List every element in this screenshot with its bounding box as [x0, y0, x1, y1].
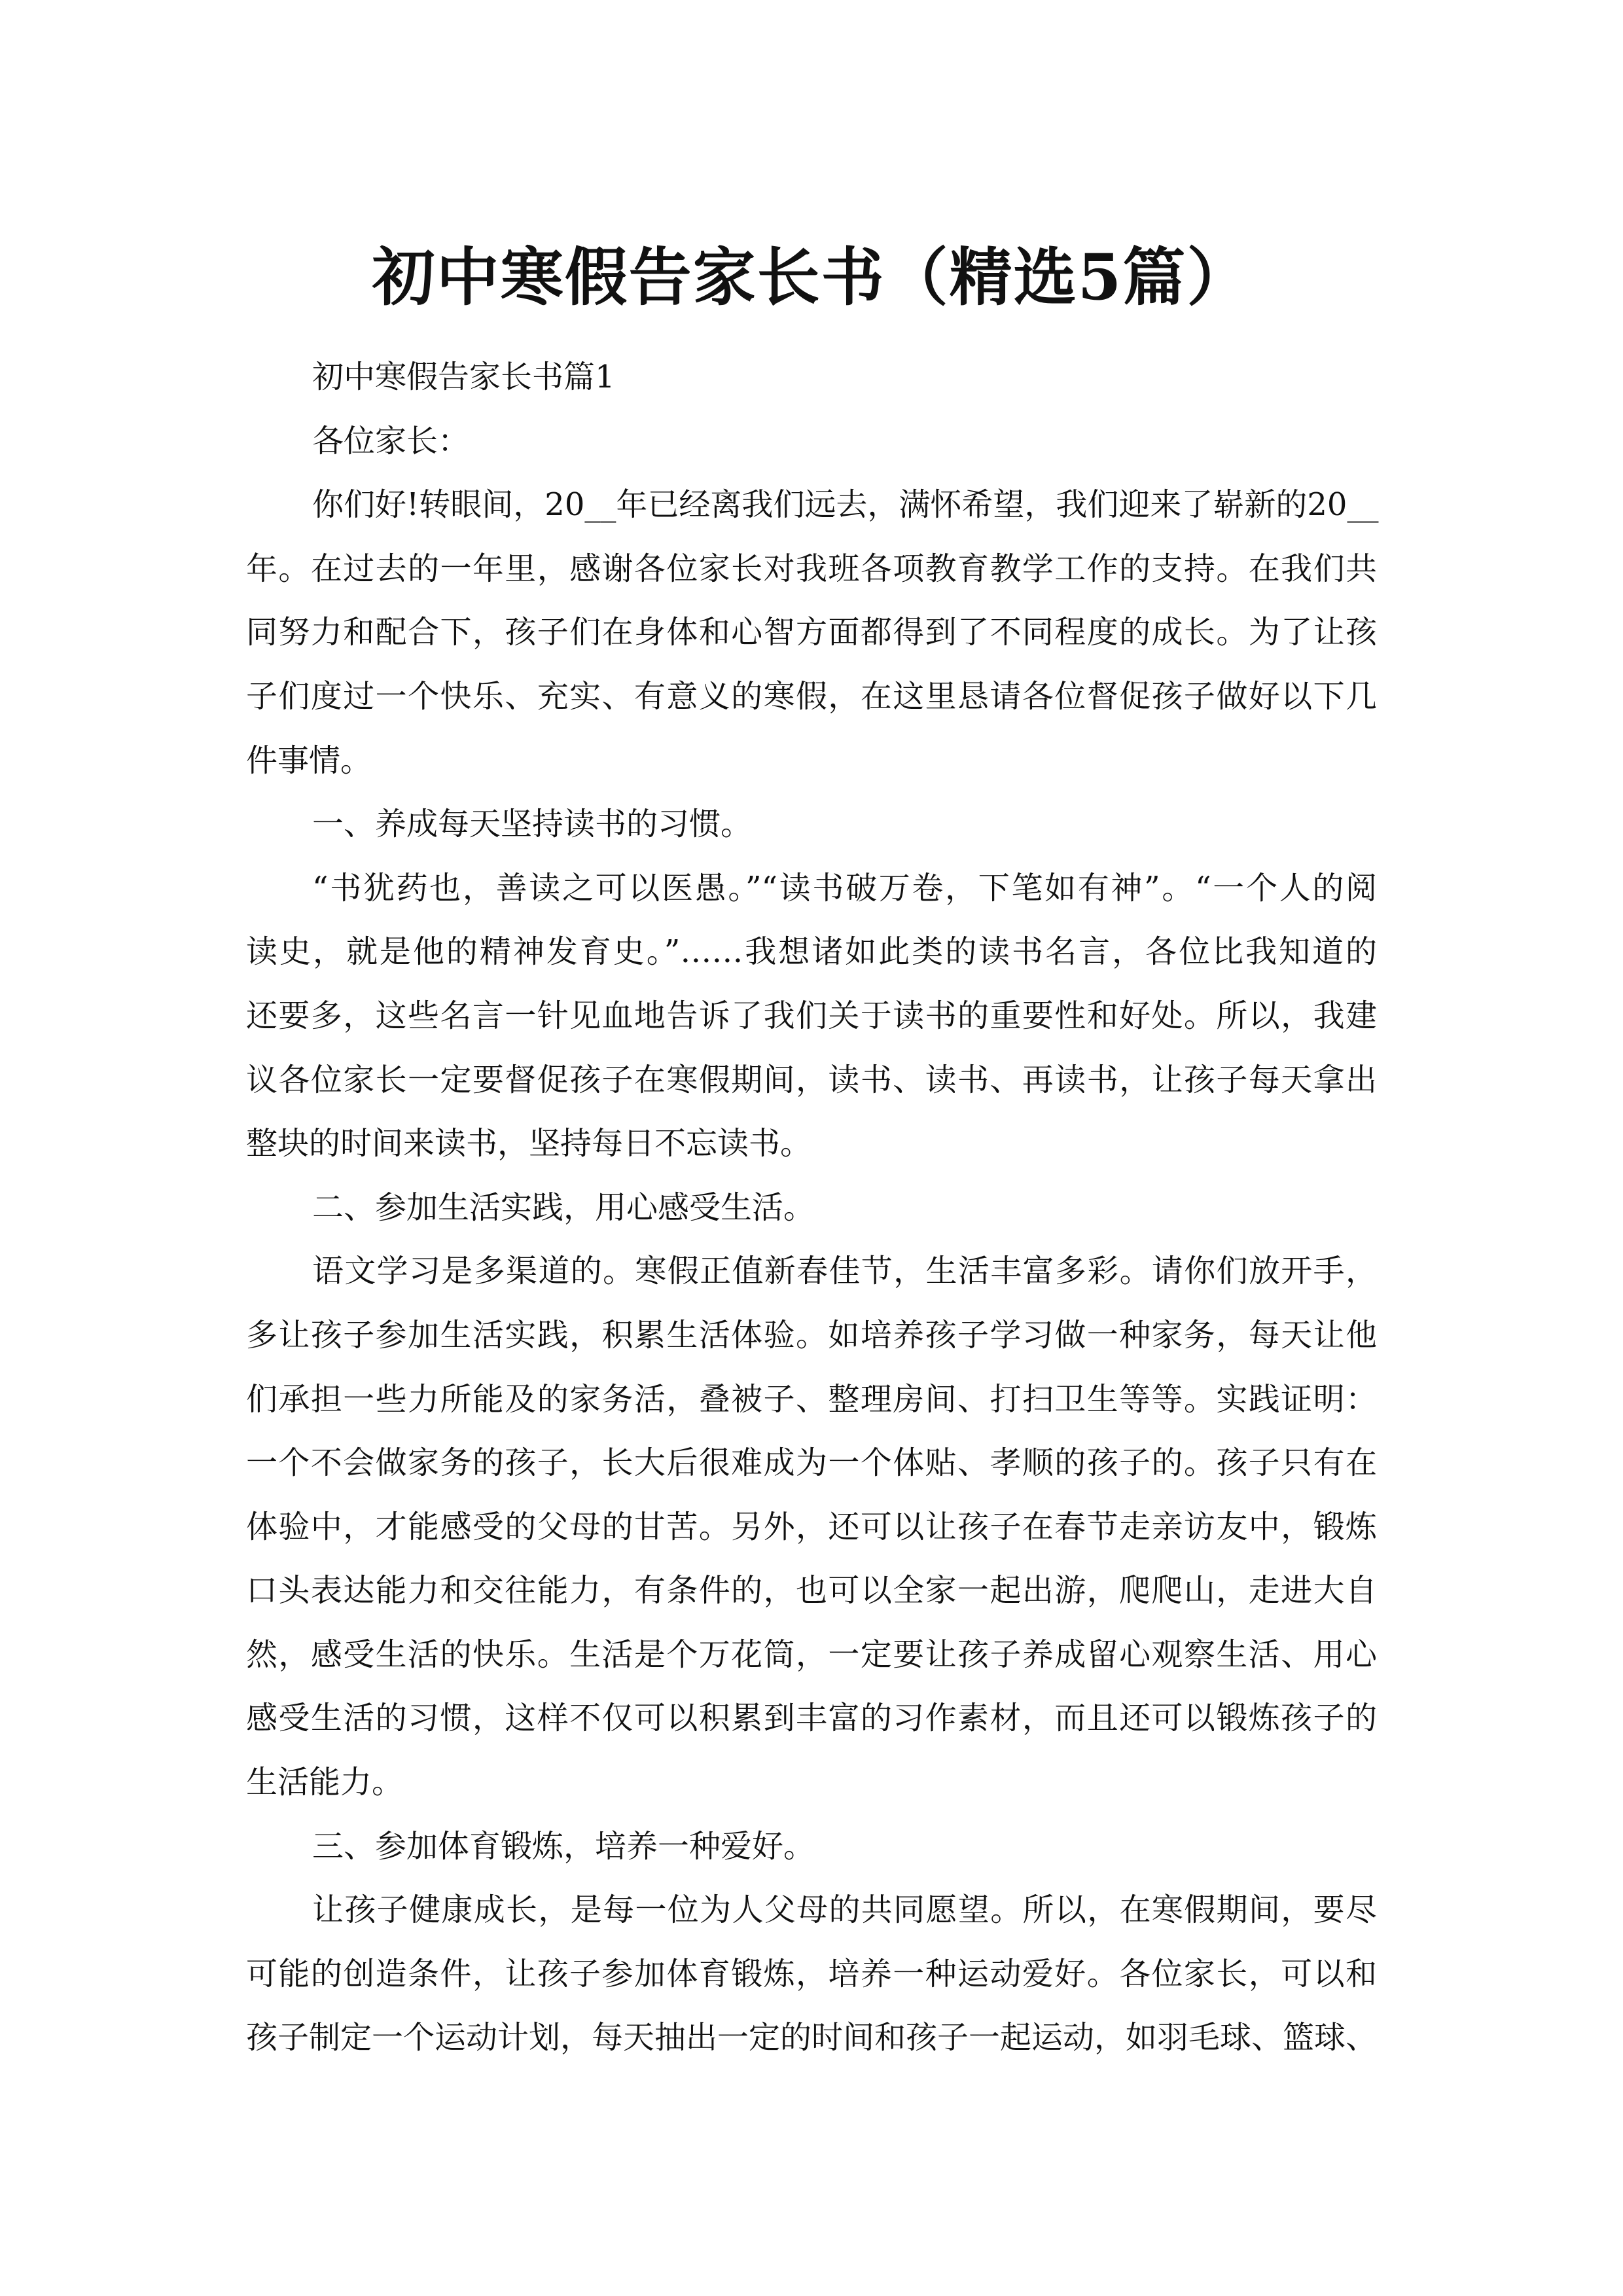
- document-body: [246, 346, 1377, 2070]
- document-title: 初中寒假告家长书（精选5篇）: [372, 240, 1251, 315]
- paragraph: [246, 473, 1377, 793]
- paragraph: [246, 857, 1377, 1176]
- text-line: 二、参加生活实践，用心感受生活。: [312, 1189, 815, 1226]
- text-line: 让孩子健康成长，是每一位为人父母的共同愿望。所以，在寒假期间，要尽: [312, 1892, 1377, 1929]
- text-line: 件事情。: [246, 742, 372, 779]
- text-line: 体验中，才能感受的父母的甘苦。另外，还可以让孩子在春节走亲访友中，锻炼: [246, 1508, 1377, 1545]
- text-line: 初中寒假告家长书篇1: [312, 359, 615, 395]
- text-line: 议各位家长一定要督促孩子在寒假期间，读书、读书、再读书，让孩子每天拿出: [246, 1061, 1377, 1098]
- text-line: 们承担一些力所能及的家务活，叠被子、整理房间、打扫卫生等等。实践证明：: [246, 1380, 1377, 1418]
- text-line: “书犹药也，善读之可以医愚。”“读书破万卷，下笔如有神”。“一个人的阅: [312, 869, 1377, 906]
- text-line: 可能的创造条件，让孩子参加体育锻炼，培养一种运动爱好。各位家长，可以和: [246, 1955, 1377, 1992]
- paragraph: [246, 1878, 1377, 2070]
- text-line: 语文学习是多渠道的。寒假正值新春佳节，生活丰富多彩。请你们放开手，: [312, 1253, 1377, 1290]
- text-line: 口头表达能力和交往能力，有条件的，也可以全家一起出游，爬爬山，走进大自: [246, 1572, 1377, 1609]
- text-line: 感受生活的习惯，这样不仅可以积累到丰富的习作素材，而且还可以锻炼孩子的: [246, 1700, 1377, 1737]
- text-line: 读史，就是他的精神发育史。”……我想诸如此类的读书名言，各位比我知道的: [246, 933, 1377, 971]
- text-line: 生活能力。: [246, 1764, 404, 1801]
- text-line: 孩子制定一个运动计划，每天抽出一定的时间和孩子一起运动，如羽毛球、篮球、: [246, 2019, 1378, 2056]
- text-line: 年。在过去的一年里，感谢各位家长对我班各项教育教学工作的支持。在我们共: [246, 550, 1377, 587]
- text-line: 多让孩子参加生活实践，积累生活体验。如培养孩子学习做一种家务，每天让他: [246, 1316, 1377, 1354]
- salutation: [246, 410, 1377, 474]
- section-heading: [246, 1176, 1377, 1240]
- text-line: 同努力和配合下，孩子们在身体和心智方面都得到了不同程度的成长。为了让孩: [246, 614, 1377, 651]
- text-line: 各位家长：: [312, 422, 470, 459]
- text-line: 然，感受生活的快乐。生活是个万花筒，一定要让孩子养成留心观察生活、用心: [246, 1636, 1377, 1673]
- text-line: 你们好!转眼间，20__年已经离我们远去，满怀希望，我们迎来了崭新的20__: [312, 486, 1379, 524]
- paragraph: [246, 1240, 1377, 1814]
- text-line: 一、养成每天坚持读书的习惯。: [312, 806, 753, 843]
- text-line: 子们度过一个快乐、充实、有意义的寒假，在这里恳请各位督促孩子做好以下几: [246, 677, 1377, 715]
- section-heading: [246, 793, 1377, 857]
- text-line: 一个不会做家务的孩子，长大后很难成为一个体贴、孝顺的孩子的。孩子只有在: [246, 1444, 1377, 1482]
- section-heading: [246, 1815, 1377, 1879]
- section-heading: [246, 346, 1377, 410]
- text-line: 还要多，这些名言一针见血地告诉了我们关于读书的重要性和好处。所以，我建: [246, 997, 1377, 1034]
- text-line: 整块的时间来读书，坚持每日不忘读书。: [246, 1125, 812, 1162]
- text-line: 三、参加体育锻炼，培养一种爱好。: [312, 1827, 815, 1865]
